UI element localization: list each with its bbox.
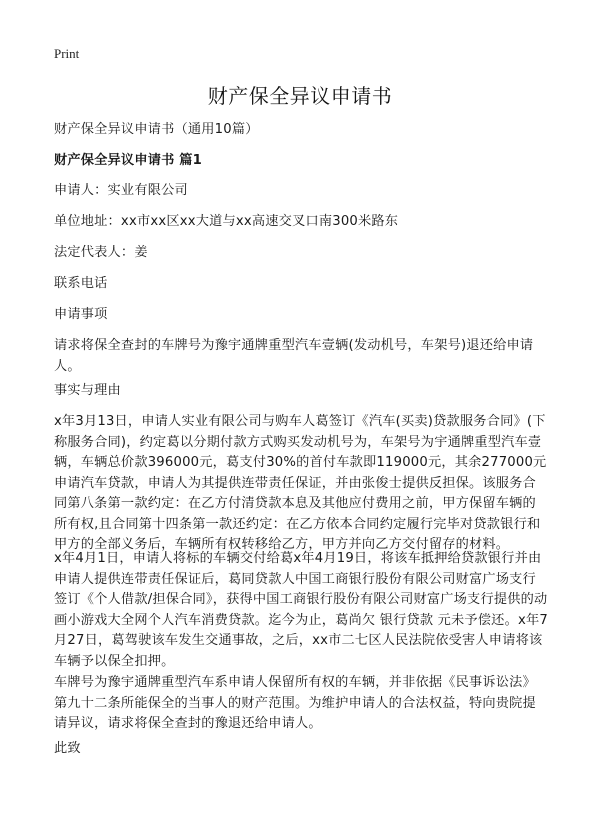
applicant-line: 申请人：实业有限公司	[54, 183, 188, 198]
document-subtitle: 财产保全异议申请书（通用10篇）	[54, 122, 259, 137]
request-heading: 申请事项	[54, 307, 108, 322]
legal-rep-line: 法定代表人：姜	[54, 245, 148, 260]
facts-paragraph-3: 车牌号为豫宇通牌重型汽车系申请人保留所有权的车辆，并非依据《民事诉讼法》第九十二条所能保全的当事人的财产范围。为维护申请人的合法权益，特向贵院提请异议，请求将保全查封的豫退还给申请人。	[54, 675, 536, 731]
section-heading: 财产保全异议申请书 篇1	[54, 153, 203, 168]
facts-heading: 事实与理由	[54, 383, 121, 398]
print-link[interactable]: Print	[54, 46, 80, 61]
facts-paragraph-2: x年4月1日，申请人将标的车辆交付给葛x年4月19日，将该车抵押给贷款银行并由申请人提供连带责任保证后，葛同贷款人中国工商银行股份有限公司财富广场支行签订《个人借款/担保合同》，获得中国工商银行股份有限公司财富广场支行提供的动画小游戏大全网个人汽车消费贷款。迄今为止，葛尚欠 银行贷款 元未予偿还。x年7月27日，葛驾驶该车发生交通事故，之后，xx市二七区人民法院依受害人申请将该车辆予以保全扣押。	[54, 551, 548, 669]
closing-line: 此致	[54, 741, 81, 756]
facts-paragraph-1: x年3月13日，申请人实业有限公司与购车人葛签订《汽车(买卖)贷款服务合同》(下称服务合同)，约定葛以分期付款方式购买发动机号为，车架号为宇通牌重型汽车壹辆，车辆总价款396000元，葛支付30%的首付车款即119000元，其余277000元申请汽车贷款，申请人为其提供连带责任保证，并由张俊士提供反担保。该服务合同第八条第一款约定：在乙方付清贷款本息及其他应付费用之前，甲方保留车辆的所有权,且合同第十四条第一款还约定：在乙方依本合同约定履行完毕对贷款银行和甲方的全部义务后，车辆所有权转移给乙方，甲方并向乙方交付留存的材料。	[54, 414, 547, 552]
request-body: 请求将保全查封的车牌号为豫宇通牌重型汽车壹辆(发动机号，车架号)退还给申请人。	[54, 338, 534, 374]
phone-label: 联系电话	[54, 276, 108, 291]
address-line: 单位地址：xx市xx区xx大道与xx高速交叉口南300米路东	[54, 214, 399, 229]
document-title: 财产保全异议申请书	[207, 84, 393, 108]
